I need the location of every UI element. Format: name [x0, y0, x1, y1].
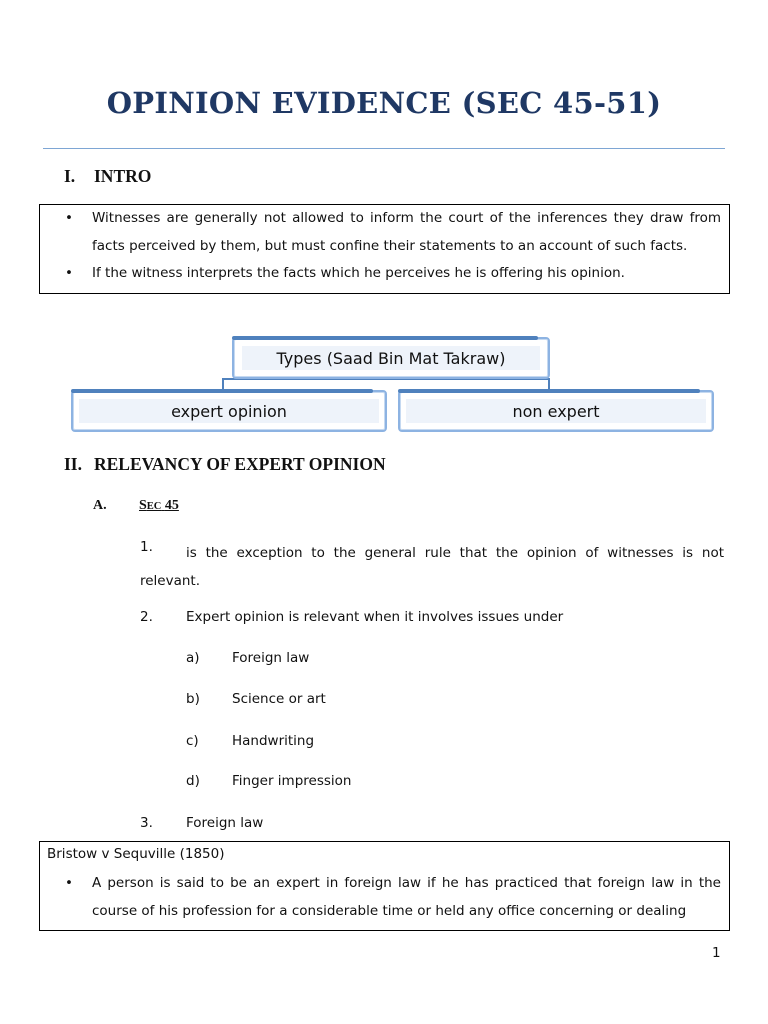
node-accent [398, 389, 700, 393]
subsection-a [93, 498, 107, 514]
list-item-text: is the exception to the general rule that the opinion of witnesses is not relevant. [140, 545, 724, 589]
list-item [65, 204, 721, 260]
bullet-text: A person is said to be an expert in foreign law if he has practiced that foreign law in the course of his profession for a considerable time or held any office concerning or dealing [92, 875, 721, 919]
node-label: expert opinion [79, 399, 379, 423]
sublist-letter: c) [186, 733, 199, 749]
list-item-text: Expert opinion is relevant when it involves issues under [186, 609, 564, 625]
node-label: Types (Saad Bin Mat Takraw) [242, 346, 540, 370]
bullet-text: Witnesses are generally not allowed to inform the court of the inferences they draw from facts perceived by them, but must confine their statements to an account of such facts. [92, 210, 721, 254]
list-number: 2. [140, 609, 153, 625]
title-divider [43, 148, 725, 149]
list-number: 3. [140, 815, 153, 831]
section-heading-intro [64, 166, 151, 187]
case-name: Bristow v Sequville (1850) [47, 846, 225, 862]
section-title: RELEVANCY OF EXPERT OPINION [94, 454, 386, 474]
subsection-title [139, 498, 179, 514]
case-box [39, 841, 730, 931]
sublist-text: Handwriting [232, 733, 315, 749]
sublist-letter: b) [186, 691, 200, 707]
subsection-title-smallcaps: EC [146, 501, 162, 512]
sublist-letter: d) [186, 773, 200, 789]
list-item [65, 869, 721, 929]
intro-box [39, 204, 730, 294]
list-number: 1. [140, 539, 153, 555]
bullet-icon: • [65, 265, 73, 281]
diagram-node-types [232, 337, 550, 379]
subsection-title-cap: S [139, 498, 147, 513]
node-label: non expert [406, 399, 706, 423]
document-title: OPINION EVIDENCE (SEC 45-51) [106, 86, 662, 120]
list-item-text: Foreign law [186, 815, 264, 831]
section-heading-relevancy [64, 454, 386, 475]
node-accent [71, 389, 373, 393]
section-number: II. [64, 454, 82, 474]
diagram-node-expert [71, 390, 387, 432]
bullet-icon: • [65, 210, 73, 226]
subsection-title-number: 45 [164, 498, 179, 513]
section-title: INTRO [94, 166, 152, 186]
sublist-text: Foreign law [232, 650, 310, 666]
section-number: I. [64, 166, 76, 186]
node-accent [232, 336, 538, 340]
subsection-letter: A. [93, 498, 107, 513]
bullet-icon: • [65, 875, 73, 891]
diagram-node-nonexpert [398, 390, 714, 432]
sublist-text: Science or art [232, 691, 326, 707]
list-item [65, 259, 721, 287]
bullet-text: If the witness interprets the facts which he perceives he is offering his opinion. [92, 265, 625, 281]
sublist-text: Finger impression [232, 773, 352, 789]
page-number: 1 [712, 945, 721, 961]
sublist-letter: a) [186, 650, 200, 666]
